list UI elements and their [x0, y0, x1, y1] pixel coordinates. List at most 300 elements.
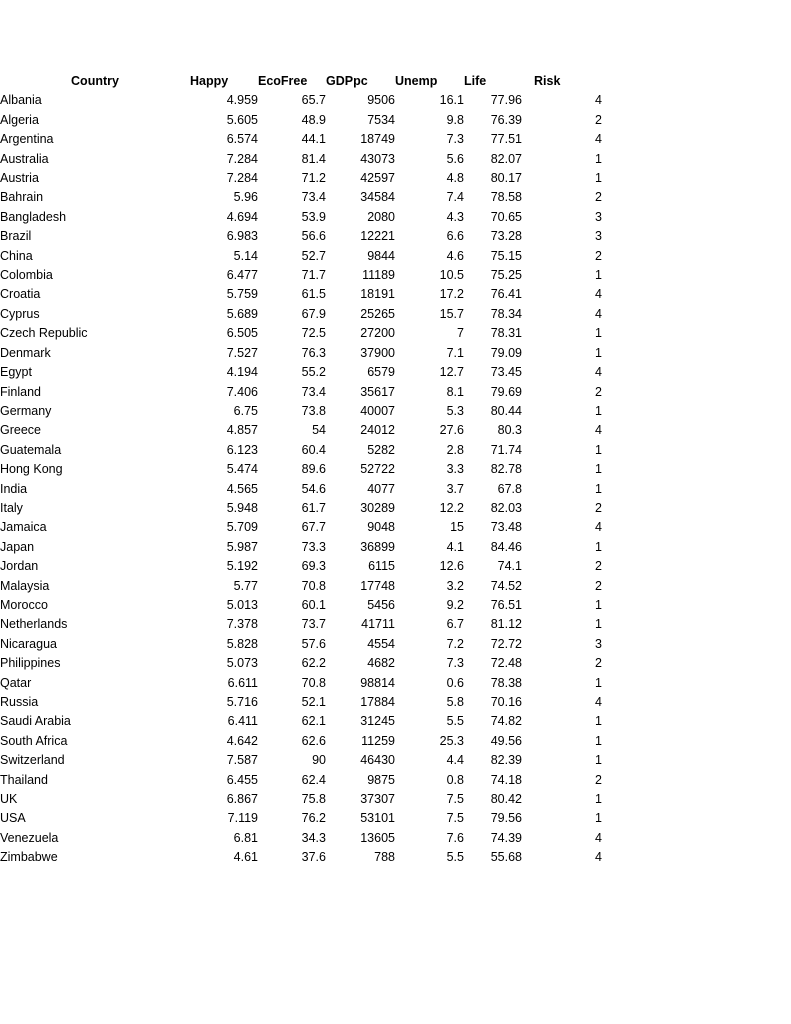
happy-cell: 5.948	[226, 500, 258, 515]
happy-cell: 5.689	[226, 306, 258, 321]
risk-cell: 4	[595, 306, 602, 321]
life-cell: 75.15	[490, 248, 522, 263]
unemp-cell: 15	[450, 520, 464, 535]
unemp-cell: 17.2	[439, 287, 464, 302]
gdppc-cell: 53101	[360, 811, 395, 826]
ecofree-cell: 90	[312, 753, 326, 768]
happy-cell: 5.14	[233, 248, 258, 263]
gdppc-cell: 4077	[367, 481, 395, 496]
gdppc-cell: 4682	[367, 656, 395, 671]
table-row	[0, 188, 604, 207]
life-cell: 70.16	[490, 695, 522, 709]
table-row	[0, 111, 604, 130]
table-row	[0, 285, 604, 304]
table-row	[0, 324, 604, 343]
ecofree-cell: 54.6	[301, 481, 326, 496]
life-cell: 76.51	[490, 597, 522, 612]
country-cell: Jamaica	[0, 520, 47, 535]
table-row	[0, 615, 604, 634]
happy-cell: 4.694	[226, 209, 258, 224]
unemp-cell: 16.1	[439, 93, 464, 108]
country-cell: Thailand	[0, 772, 48, 787]
ecofree-cell: 55.2	[301, 365, 326, 380]
ecofree-cell: 70.8	[301, 578, 326, 593]
table-body	[0, 91, 604, 867]
gdppc-cell: 98814	[360, 675, 395, 690]
happy-cell: 6.867	[226, 792, 258, 807]
happy-cell: 6.455	[226, 772, 258, 787]
country-cell: Germany	[0, 403, 52, 418]
unemp-cell: 15.7	[439, 306, 464, 321]
risk-cell: 2	[595, 578, 602, 593]
life-cell: 80.17	[490, 171, 522, 186]
gdppc-cell: 5456	[367, 597, 395, 612]
unemp-cell: 7.3	[446, 132, 464, 147]
risk-cell: 2	[595, 384, 602, 399]
ecofree-cell: 67.9	[301, 306, 326, 321]
life-cell: 75.25	[490, 268, 522, 283]
ecofree-cell: 81.4	[301, 151, 326, 166]
gdppc-cell: 37307	[360, 792, 395, 807]
table-row	[0, 848, 604, 867]
unemp-cell: 12.7	[439, 365, 464, 380]
table-row	[0, 577, 604, 596]
gdppc-cell: 13605	[360, 830, 395, 845]
gdppc-cell: 43073	[360, 151, 395, 166]
table-row	[0, 518, 604, 537]
table-row	[0, 829, 604, 848]
gdppc-cell: 9506	[367, 93, 395, 108]
table-row	[0, 383, 604, 402]
life-cell: 67.8	[497, 481, 522, 496]
life-cell: 77.51	[490, 132, 522, 147]
ecofree-cell: 34.3	[301, 830, 326, 845]
life-cell: 74.39	[490, 830, 522, 845]
happy-cell: 5.828	[226, 636, 258, 651]
happy-cell: 5.77	[233, 578, 258, 593]
unemp-cell: 5.3	[446, 403, 464, 418]
table-row	[0, 480, 604, 499]
ecofree-cell: 73.3	[301, 539, 326, 554]
country-cell: Czech Republic	[0, 326, 88, 341]
ecofree-cell: 62.4	[301, 772, 326, 787]
ecofree-cell: 71.2	[301, 171, 326, 186]
happy-cell: 7.119	[227, 811, 258, 826]
country-cell: Egypt	[0, 365, 32, 380]
risk-cell: 1	[595, 714, 602, 729]
table-row	[0, 809, 604, 828]
risk-cell: 1	[595, 481, 602, 496]
table-row	[0, 693, 604, 712]
unemp-cell: 5.5	[446, 714, 464, 729]
happy-cell: 7.587	[226, 753, 258, 768]
risk-cell: 1	[595, 539, 602, 554]
ecofree-cell: 69.3	[301, 559, 326, 574]
ecofree-cell: 48.9	[301, 112, 326, 127]
spreadsheet	[0, 72, 791, 868]
happy-cell: 4.194	[226, 365, 258, 380]
country-cell: Bahrain	[0, 190, 44, 205]
country-cell: Italy	[0, 500, 23, 515]
unemp-cell: 6.6	[446, 229, 464, 244]
life-cell: 74.82	[490, 714, 522, 729]
table-row	[0, 499, 604, 518]
life-cell: 80.44	[490, 403, 522, 418]
life-cell: 82.39	[490, 753, 522, 768]
country-cell: Austria	[0, 171, 39, 186]
life-cell: 78.38	[490, 675, 522, 690]
happy-cell: 6.611	[227, 675, 258, 690]
gdppc-cell: 9844	[367, 248, 395, 263]
unemp-cell: 25.3	[439, 733, 464, 748]
ecofree-cell: 52.7	[301, 248, 326, 263]
life-cell: 73.45	[490, 365, 522, 380]
country-cell: Colombia	[0, 268, 53, 283]
risk-cell: 2	[595, 112, 602, 127]
gdppc-cell: 18749	[360, 132, 395, 147]
risk-cell: 1	[595, 597, 602, 612]
happy-cell: 5.716	[226, 695, 258, 709]
table-row	[0, 441, 604, 460]
happy-cell: 5.474	[226, 462, 258, 477]
happy-cell: 6.574	[226, 132, 258, 147]
country-data-table	[0, 72, 604, 868]
life-cell: 82.03	[490, 500, 522, 515]
happy-cell: 4.565	[226, 481, 258, 496]
risk-cell: 1	[595, 403, 602, 418]
table-row	[0, 402, 604, 421]
risk-cell: 3	[595, 229, 602, 244]
ecofree-cell: 73.7	[301, 617, 326, 632]
ecofree-cell: 56.6	[301, 229, 326, 244]
country-cell: Saudi Arabia	[0, 714, 71, 729]
unemp-cell: 5.5	[446, 850, 464, 865]
table-row	[0, 460, 604, 479]
risk-cell: 1	[595, 268, 602, 283]
gdppc-cell: 24012	[360, 423, 395, 438]
country-cell: South Africa	[0, 733, 68, 748]
risk-cell: 4	[595, 423, 602, 438]
risk-cell: 1	[595, 792, 602, 807]
risk-cell: 2	[595, 190, 602, 205]
unemp-cell: 7.1	[446, 345, 464, 360]
risk-cell: 4	[595, 365, 602, 380]
unemp-cell: 10.5	[439, 268, 464, 283]
unemp-cell: 4.8	[446, 171, 464, 186]
life-cell: 80.42	[490, 792, 522, 807]
gdppc-cell: 40007	[360, 403, 395, 418]
gdppc-cell: 9048	[367, 520, 395, 535]
country-cell: Venezuela	[0, 830, 59, 845]
risk-cell: 4	[595, 830, 602, 845]
table-row	[0, 421, 604, 440]
gdppc-cell: 37900	[360, 345, 395, 360]
happy-cell: 5.605	[226, 112, 258, 127]
risk-cell: 1	[595, 171, 602, 186]
table-row	[0, 247, 604, 266]
ecofree-cell: 70.8	[301, 675, 326, 690]
table-row	[0, 169, 604, 188]
ecofree-cell: 37.6	[301, 850, 326, 865]
country-cell: USA	[0, 811, 26, 826]
happy-cell: 4.959	[226, 93, 258, 108]
header-row	[0, 72, 604, 91]
life-cell: 79.69	[490, 384, 522, 399]
ecofree-cell: 61.7	[301, 500, 326, 515]
happy-cell: 5.073	[226, 656, 258, 671]
life-cell: 82.78	[490, 462, 522, 477]
country-cell: China	[0, 248, 33, 263]
life-cell: 49.56	[490, 733, 522, 748]
unemp-cell: 4.6	[446, 248, 464, 263]
ecofree-cell: 53.9	[301, 209, 326, 224]
gdppc-cell: 6115	[368, 559, 395, 574]
unemp-cell: 3.7	[446, 481, 464, 496]
happy-cell: 5.192	[226, 559, 258, 574]
ecofree-cell: 72.5	[301, 326, 326, 341]
life-cell: 74.52	[490, 578, 522, 593]
country-cell: Philippines	[0, 656, 61, 671]
table-row	[0, 305, 604, 324]
country-cell: Hong Kong	[0, 462, 63, 477]
life-cell: 78.31	[490, 326, 522, 341]
country-cell: Australia	[0, 151, 49, 166]
unemp-cell: 6.7	[446, 617, 464, 632]
life-cell: 70.65	[490, 209, 522, 224]
country-cell: Denmark	[0, 345, 51, 360]
gdppc-cell: 11189	[362, 268, 395, 283]
gdppc-cell: 5282	[367, 442, 395, 457]
gdppc-cell: 41711	[361, 617, 395, 632]
gdppc-cell: 30289	[360, 500, 395, 515]
happy-cell: 5.987	[226, 539, 258, 554]
table-row	[0, 635, 604, 654]
risk-cell: 3	[595, 636, 602, 651]
unemp-cell: 5.8	[446, 695, 464, 709]
risk-cell: 4	[595, 695, 602, 709]
country-cell: Albania	[0, 93, 42, 108]
country-cell: Qatar	[0, 675, 32, 690]
risk-cell: 4	[595, 93, 602, 108]
happy-cell: 5.759	[226, 287, 258, 302]
risk-cell: 4	[595, 132, 602, 147]
unemp-cell: 7.5	[446, 811, 464, 826]
ecofree-cell: 62.1	[301, 714, 326, 729]
gdppc-cell: 12221	[360, 229, 395, 244]
life-cell: 72.72	[490, 636, 522, 651]
unemp-cell: 7.6	[446, 830, 464, 845]
life-cell: 55.68	[490, 850, 522, 865]
risk-cell: 3	[595, 209, 602, 224]
happy-cell: 7.284	[226, 171, 258, 186]
happy-cell: 4.642	[226, 733, 258, 748]
table-row	[0, 363, 604, 382]
table-row	[0, 654, 604, 673]
life-cell: 73.48	[490, 520, 522, 535]
table-row	[0, 557, 604, 576]
gdppc-cell: 52722	[360, 462, 395, 477]
risk-cell: 1	[595, 675, 602, 690]
happy-cell: 6.75	[233, 403, 258, 418]
life-cell: 81.12	[490, 617, 522, 632]
ecofree-cell: 62.6	[301, 733, 326, 748]
ecofree-cell: 75.8	[301, 792, 326, 807]
life-cell: 84.46	[490, 539, 522, 554]
table-row	[0, 266, 604, 285]
country-cell: India	[0, 481, 28, 496]
life-cell: 82.07	[490, 151, 522, 166]
happy-cell: 5.709	[226, 520, 258, 535]
happy-cell: 4.857	[226, 423, 258, 438]
happy-cell: 7.527	[226, 345, 258, 360]
column-header-risk: Risk	[534, 74, 561, 88]
unemp-cell: 7	[457, 326, 464, 341]
country-cell: Malaysia	[0, 578, 50, 593]
gdppc-cell: 17748	[360, 578, 395, 593]
country-cell: Algeria	[0, 112, 39, 127]
ecofree-cell: 76.2	[301, 811, 326, 826]
gdppc-cell: 42597	[360, 171, 395, 186]
life-cell: 72.48	[490, 656, 522, 671]
life-cell: 77.96	[490, 93, 522, 108]
gdppc-cell: 7534	[367, 112, 395, 127]
life-cell: 73.28	[490, 229, 522, 244]
happy-cell: 6.477	[226, 268, 258, 283]
risk-cell: 4	[595, 520, 602, 535]
happy-cell: 6.411	[227, 714, 258, 729]
ecofree-cell: 60.1	[301, 597, 326, 612]
risk-cell: 1	[595, 345, 602, 360]
country-cell: Nicaragua	[0, 636, 57, 651]
ecofree-cell: 89.6	[301, 462, 326, 477]
table-row	[0, 771, 604, 790]
table-row	[0, 91, 604, 110]
happy-cell: 7.406	[226, 384, 258, 399]
happy-cell: 6.81	[233, 830, 258, 845]
gdppc-cell: 25265	[360, 306, 395, 321]
risk-cell: 4	[595, 287, 602, 302]
ecofree-cell: 71.7	[301, 268, 326, 283]
column-header-happy: Happy	[190, 74, 229, 88]
happy-cell: 4.61	[233, 850, 258, 865]
risk-cell: 1	[595, 326, 602, 341]
ecofree-cell: 62.2	[301, 656, 326, 671]
country-cell: Guatemala	[0, 442, 62, 457]
unemp-cell: 5.6	[446, 151, 464, 166]
ecofree-cell: 54	[312, 423, 326, 438]
table-row	[0, 674, 604, 693]
column-header-country: Country	[71, 74, 119, 88]
ecofree-cell: 73.8	[301, 403, 326, 418]
risk-cell: 1	[595, 733, 602, 748]
ecofree-cell: 67.7	[301, 520, 326, 535]
unemp-cell: 9.2	[446, 597, 464, 612]
country-cell: Croatia	[0, 287, 41, 302]
ecofree-cell: 73.4	[301, 190, 326, 205]
unemp-cell: 0.6	[446, 675, 464, 690]
risk-cell: 1	[595, 753, 602, 768]
column-header-life: Life	[464, 74, 487, 88]
unemp-cell: 3.3	[446, 462, 464, 477]
unemp-cell: 3.2	[446, 578, 464, 593]
country-cell: Brazil	[0, 229, 32, 244]
table-row	[0, 344, 604, 363]
unemp-cell: 7.2	[446, 636, 464, 651]
risk-cell: 2	[595, 248, 602, 263]
happy-cell: 5.013	[226, 597, 258, 612]
column-header-gdppc: GDPpc	[326, 74, 368, 88]
ecofree-cell: 57.6	[301, 636, 326, 651]
risk-cell: 1	[595, 811, 602, 826]
country-cell: Cyprus	[0, 306, 40, 321]
table-row	[0, 712, 604, 731]
unemp-cell: 12.6	[439, 559, 464, 574]
happy-cell: 6.123	[226, 442, 258, 457]
unemp-cell: 4.4	[446, 753, 464, 768]
happy-cell: 7.284	[226, 151, 258, 166]
table-row	[0, 538, 604, 557]
gdppc-cell: 6579	[367, 365, 395, 380]
gdppc-cell: 18191	[360, 287, 395, 302]
country-cell: Finland	[0, 384, 41, 399]
risk-cell: 2	[595, 559, 602, 574]
happy-cell: 6.505	[226, 326, 258, 341]
gdppc-cell: 2080	[367, 209, 395, 224]
table-row	[0, 227, 604, 246]
table-row	[0, 130, 604, 149]
unemp-cell: 7.3	[446, 656, 464, 671]
happy-cell: 6.983	[226, 229, 258, 244]
risk-cell: 4	[595, 850, 602, 865]
unemp-cell: 8.1	[446, 384, 464, 399]
country-cell: Jordan	[0, 559, 39, 574]
ecofree-cell: 52.1	[301, 695, 326, 709]
country-cell: UK	[0, 792, 18, 807]
unemp-cell: 4.1	[446, 539, 464, 554]
ecofree-cell: 65.7	[301, 93, 326, 108]
country-cell: Morocco	[0, 597, 48, 612]
country-cell: Argentina	[0, 132, 54, 147]
country-cell: Bangladesh	[0, 209, 67, 224]
country-cell: Greece	[0, 423, 41, 438]
happy-cell: 7.378	[226, 617, 258, 632]
country-cell: Netherlands	[0, 617, 68, 632]
gdppc-cell: 4554	[367, 636, 395, 651]
ecofree-cell: 76.3	[301, 345, 326, 360]
gdppc-cell: 27200	[360, 326, 395, 341]
risk-cell: 2	[595, 500, 602, 515]
column-header-ecofree: EcoFree	[258, 74, 308, 88]
life-cell: 78.58	[490, 190, 522, 205]
country-cell: Switzerland	[0, 753, 65, 768]
gdppc-cell: 9875	[367, 772, 395, 787]
risk-cell: 1	[595, 442, 602, 457]
table-row	[0, 150, 604, 169]
risk-cell: 1	[595, 617, 602, 632]
table-row	[0, 208, 604, 227]
life-cell: 74.1	[497, 559, 522, 574]
unemp-cell: 0.8	[446, 772, 464, 787]
life-cell: 79.56	[490, 811, 522, 826]
unemp-cell: 7.4	[446, 190, 464, 205]
risk-cell: 2	[595, 656, 602, 671]
table-row	[0, 790, 604, 809]
ecofree-cell: 60.4	[301, 442, 326, 457]
risk-cell: 1	[595, 462, 602, 477]
ecofree-cell: 61.5	[301, 287, 326, 302]
unemp-cell: 4.3	[446, 209, 464, 224]
country-cell: Japan	[0, 539, 35, 554]
